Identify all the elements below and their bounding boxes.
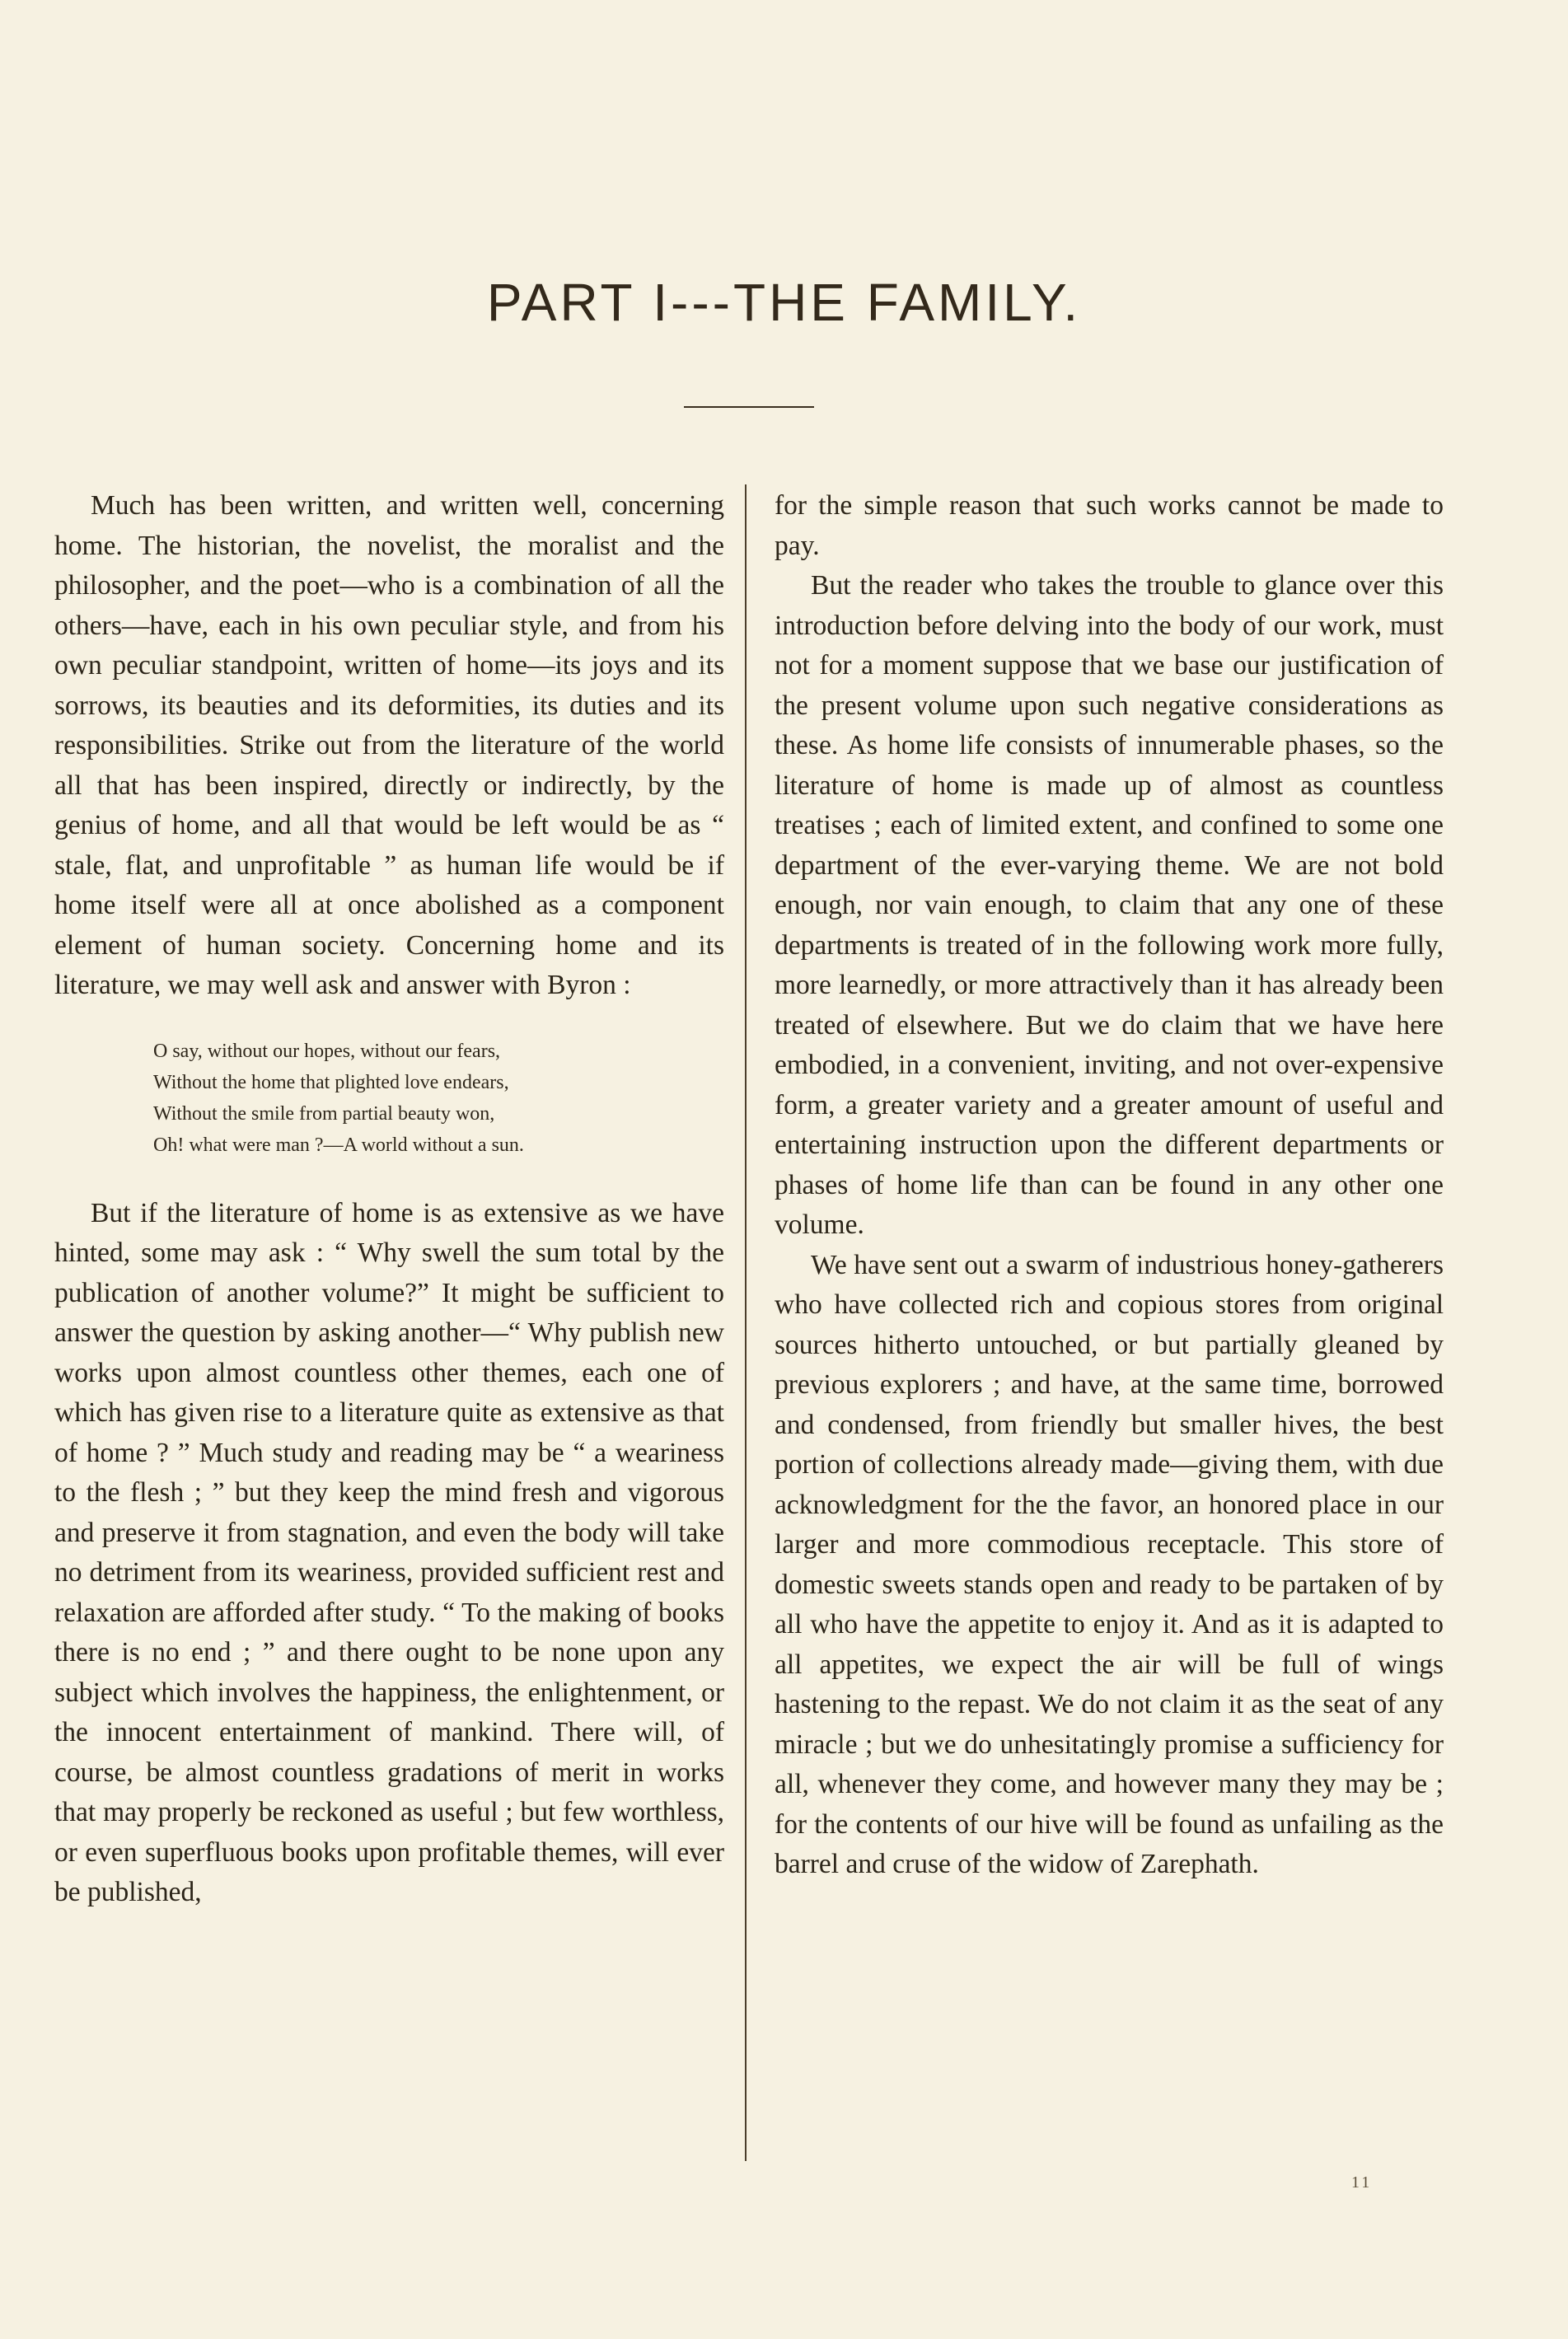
poem-line: Without the smile from partial beauty won, (153, 1102, 495, 1125)
right-column (775, 486, 1444, 1885)
right-paragraph-2: But the reader who takes the trouble to glance over this introduction before delving into the body of our work, must not for a moment suppose that we base our justification of the present volume upon such negative considerations as these. As home life consists of innumerable phases, so the literature of home is made up of almost as countless treatises ; each of limited extent, and confined to some one department of the ever-varying theme. We are not bold enough, nor vain enough, to claim that any one of these departments is treated of in the following work more fully, more learnedly, or more attractively than it has already been treated of elsewhere. But we do claim that we have here embodied, in a convenient, inviting, and not over-expensive form, a greater variety and a greater amount of useful and entertaining instruction upon the different departments or phases of home life than can be found in any other one volume. (775, 570, 1444, 1240)
page-title: PART I---THE FAMILY. (486, 273, 1082, 332)
page-number: 11 (1351, 2173, 1373, 2192)
left-paragraph-1: Much has been written, and written well, concerning home. The historian, the novelist, the moralist and the philosopher, and the poet—who is a combination of all the others—have, each in his own peculiar style, and from his own peculiar standpoint, written of home—its joys and its sorrows, its beauties and its deformities, its duties and its responsibilities. Strike out from the literature of the world all that has been inspired, directly or indirectly, by the genius of home, and all that would be left would be as “ stale, flat, and unprofitable ” as human life would be if home itself were all at once abolished as a component element of human society. Concerning home and its literature, we may well ask and answer with Byron : (54, 490, 724, 1000)
byron-quotation (153, 1036, 724, 1161)
left-column (54, 486, 724, 1913)
right-paragraph-1: for the simple reason that such works cannot be made to pay. (775, 490, 1444, 561)
right-paragraph-3: We have sent out a swarm of industrious honey-gatherers who have collected rich and copious stores from original sources hitherto untouched, or but partially gleaned by previous explorers ; and have, at the same time, borrowed and condensed, from friendly but smaller hives, the best portion of collections already made—giving them, with due acknowledgment for the the favor, an honored place in our larger and more commodious receptacle. This store of domestic sweets stands open and ready to be partaken of by all who have the appetite to enjoy it. And as it is adapted to all appetites, we expect the air will be full of wings hastening to the repast. We do not claim it as the seat of any miracle ; but we do unhesitatingly promise a sufficiency for all, whenever they come, and however many they may be ; for the contents of our hive will be found as unfailing as the barrel and cruse of the widow of Zarephath. (775, 1249, 1444, 1879)
poem-line: Without the home that plighted love endears, (153, 1071, 509, 1093)
poem-line: Oh! what were man ?—A world without a sun. (153, 1134, 524, 1156)
poem-line: O say, without our hopes, without our fears, (153, 1040, 501, 1062)
left-paragraph-2: But if the literature of home is as extensive as we have hinted, some may ask : “ Why swell the sum total by the publication of another volume?” It might be sufficient to answer the question by asking another—“ Why publish new works upon almost countless other themes, each one of which has given rise to a literature quite as extensive as that of home ? ” Much study and reading may be “ a weariness to the flesh ; ” but they keep the mind fresh and vigorous and preserve it from stagnation, and even the body will take no detriment from its weariness, provided sufficient rest and relaxation are afforded after study. “ To the making of books there is no end ; ” and there ought to be none upon any subject which involves the happiness, the enlightenment, or the innocent entertainment of mankind. There will, of course, be almost countless gradations of merit in works that may properly be reckoned as useful ; but few worthless, or even superfluous books upon profitable themes, will ever be published, (54, 1197, 724, 1907)
column-divider (745, 484, 747, 2161)
title-rule (684, 406, 814, 408)
